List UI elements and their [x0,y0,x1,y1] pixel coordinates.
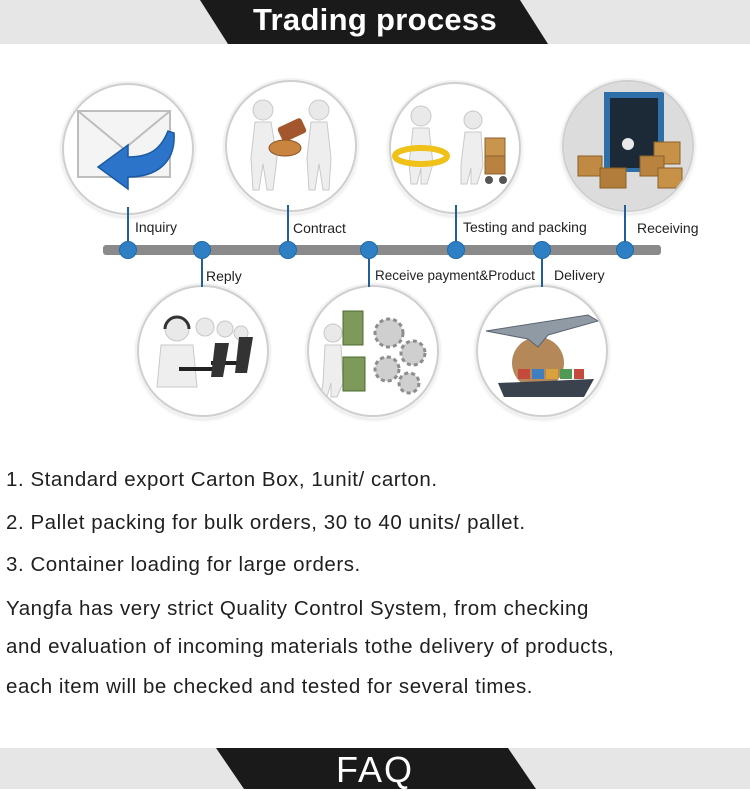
delivery-circle [476,285,608,417]
step-label-contract: Contract [293,220,346,236]
faq-heading: FAQ [335,749,415,790]
payment-product-circle [307,285,439,417]
container-boxes-icon [564,82,692,210]
inquiry-circle [62,83,194,215]
quality-line-3: each item will be checked and tested for several times. [6,675,534,698]
note-line-1: 1. Standard export Carton Box, 1unit/ carton. [6,468,438,491]
timeline-dot-contract [279,241,297,259]
step-label-reply: Reply [206,268,242,284]
money-gears-icon [309,287,437,415]
stem-payment [368,255,370,287]
magnifier-packing-icon [391,84,519,212]
testing-packing-circle [389,82,521,214]
note-line-3: 3. Container loading for large orders. [6,553,361,576]
step-label-receiving: Receiving [637,220,699,236]
contract-circle [225,80,357,212]
timeline-dot-payment [360,241,378,259]
plane-ship-globe-icon [478,287,606,415]
envelope-arrow-icon [64,85,192,213]
quality-line-1: Yangfa has very strict Quality Control System, from checking [6,597,589,620]
handshake-stamp-icon [227,82,355,210]
timeline-dot-delivery [533,241,551,259]
step-label-testing: Testing and packing [463,219,587,235]
step-label-payment: Receive payment&Product [375,268,535,283]
stem-reply [201,255,203,287]
call-center-icon [139,287,267,415]
step-label-delivery: Delivery [554,267,605,283]
timeline-dot-receiving [616,241,634,259]
reply-circle [137,285,269,417]
faq-band [0,748,750,789]
step-label-inquiry: Inquiry [135,219,178,235]
timeline-bar [103,245,661,255]
timeline-dot-reply [193,241,211,259]
quality-line-2: and evaluation of incoming materials tothe delivery of products, [6,635,615,658]
timeline-dot-testing [447,241,465,259]
timeline-dot-inquiry [119,241,137,259]
note-line-2: 2. Pallet packing for bulk orders, 30 to 40 units/ pallet. [6,511,526,534]
receiving-circle [562,80,694,212]
page-title: Trading process [253,2,497,37]
stem-delivery [541,255,543,287]
